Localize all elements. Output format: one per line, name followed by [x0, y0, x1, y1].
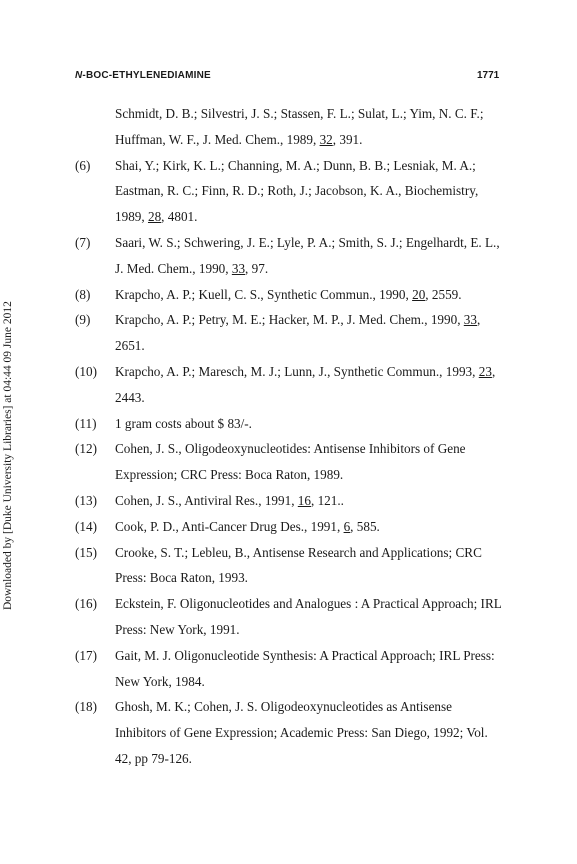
reference-number: (6)	[75, 157, 91, 173]
reference-number: (15)	[75, 544, 97, 560]
reference-item	[75, 540, 505, 592]
reference-text-segment: Cohen, J. S., Antiviral Res., 1991,	[115, 492, 298, 508]
reference-text-segment: , 97.	[245, 260, 269, 276]
reference-text-segment: , 2651.	[115, 312, 481, 354]
reference-text-segment: , 2559.	[425, 286, 462, 302]
reference-text-segment: , 391.	[332, 131, 363, 147]
reference-text-segment: Schmidt, D. B.; Silvestri, J. S.; Stassen, F. L.; Sulat, L.; Yim, N. C. F.; Huffman, W. F., J. Med. Chem., 1989,	[115, 106, 484, 147]
reference-text-segment: Krapcho, A. P.; Kuell, C. S., Synthetic Commun., 1990,	[115, 286, 413, 302]
page-number: 1771	[477, 70, 500, 81]
reference-item	[75, 359, 505, 411]
reference-text-segment: Shai, Y.; Kirk, K. L.; Channing, M. A.; Dunn, B. B.; Lesniak, M. A.; Eastman, R. C.; Finn, R. D.; Roth, J.; Jacobson, K. A., Biochemistry, 1989,	[115, 157, 479, 225]
reference-item	[75, 643, 505, 695]
reference-text-segment: , 121..	[310, 492, 344, 508]
reference-volume: 6	[343, 518, 351, 534]
download-watermark: Downloaded by [Duke University Libraries] at 04:44 09 June 2012	[2, 301, 14, 610]
reference-number: (11)	[75, 415, 97, 431]
reference-text-segment: Krapcho, A. P.; Maresch, M. J.; Lunn, J., Synthetic Commun., 1993,	[115, 363, 479, 379]
reference-item	[75, 230, 505, 282]
reference-text	[115, 235, 500, 276]
reference-volume: 20	[412, 286, 426, 302]
reference-text-segment: Eckstein, F. Oligonucleotides and Analogues : A Practical Approach; IRL Press: New York, 1991.	[115, 596, 502, 637]
reference-number: (13)	[75, 492, 97, 508]
reference-text	[115, 287, 462, 302]
reference-item	[75, 488, 505, 514]
reference-text	[115, 312, 480, 353]
reference-text-segment: Gait, M. J. Oligonucleotide Synthesis: A Practical Approach; IRL Press: New York, 1984.	[115, 647, 495, 689]
reference-text	[115, 416, 252, 431]
reference-number: (12)	[75, 441, 97, 457]
reference-text	[115, 364, 495, 405]
reference-text-segment: Cook, P. D., Anti-Cancer Drug Des., 1991,	[115, 518, 344, 534]
reference-text	[115, 596, 501, 637]
reference-volume: 28	[147, 209, 162, 225]
reference-text-segment: , 4801.	[161, 209, 198, 225]
reference-text	[115, 699, 488, 766]
reference-volume: 32	[319, 131, 333, 147]
reference-text-segment: Cohen, J. S., Oligodeoxynucleotides: Antisense Inhibitors of Gene Expression; CRC Press: Boca Raton, 1989.	[115, 441, 466, 483]
reference-number: (9)	[75, 312, 91, 328]
reference-text-segment: Krapcho, A. P.; Petry, M. E.; Hacker, M. P., J. Med. Chem., 1990,	[115, 312, 464, 328]
running-title-text: -BOC-ETHYLENEDIAMINE	[82, 70, 211, 81]
running-title-prefix: N	[75, 70, 83, 81]
reference-text-segment: Crooke, S. T.; Lebleu, B., Antisense Research and Applications; CRC Press: Boca Raton, 1993.	[115, 544, 482, 586]
reference-item	[75, 514, 505, 540]
reference-item	[75, 694, 505, 771]
reference-item	[75, 153, 505, 230]
reference-item	[75, 307, 505, 359]
reference-text-segment: , 585.	[350, 518, 380, 534]
reference-volume: 23	[478, 363, 492, 379]
reference-text-segment: 1 gram costs about $ 83/-.	[115, 415, 252, 431]
reference-text-segment: Saari, W. S.; Schwering, J. E.; Lyle, P. A.; Smith, S. J.; Engelhardt, E. L., J. Med. Chem., 1990,	[115, 234, 500, 276]
reference-number: (17)	[75, 647, 97, 663]
reference-volume: 16	[297, 492, 311, 508]
reference-volume: 33	[231, 260, 246, 276]
reference-item	[75, 591, 505, 643]
reference-number: (7)	[75, 234, 91, 250]
reference-text-segment: Ghosh, M. K.; Cohen, J. S. Oligodeoxynucleotides as Antisense Inhibitors of Gene Expression; Academic Press: San Diego, 1992; Vol. 42, pp 79-126.	[115, 699, 488, 766]
reference-text	[115, 545, 482, 586]
reference-text	[115, 648, 495, 689]
reference-item	[75, 101, 505, 153]
reference-number: (14)	[75, 518, 97, 534]
reference-text	[115, 106, 484, 147]
reference-text	[115, 493, 344, 508]
running-title	[75, 70, 211, 81]
reference-volume: 33	[463, 312, 477, 328]
reference-number: (10)	[75, 363, 97, 379]
reference-text	[115, 441, 466, 482]
reference-number: (18)	[75, 699, 97, 715]
reference-item	[75, 282, 505, 308]
reference-text	[115, 158, 478, 225]
reference-item	[75, 411, 505, 437]
reference-item	[75, 436, 505, 488]
reference-list	[75, 101, 505, 772]
reference-number: (8)	[75, 286, 91, 302]
reference-number: (16)	[75, 596, 97, 612]
reference-text-segment: , 2443.	[115, 363, 496, 405]
reference-text	[115, 519, 380, 534]
